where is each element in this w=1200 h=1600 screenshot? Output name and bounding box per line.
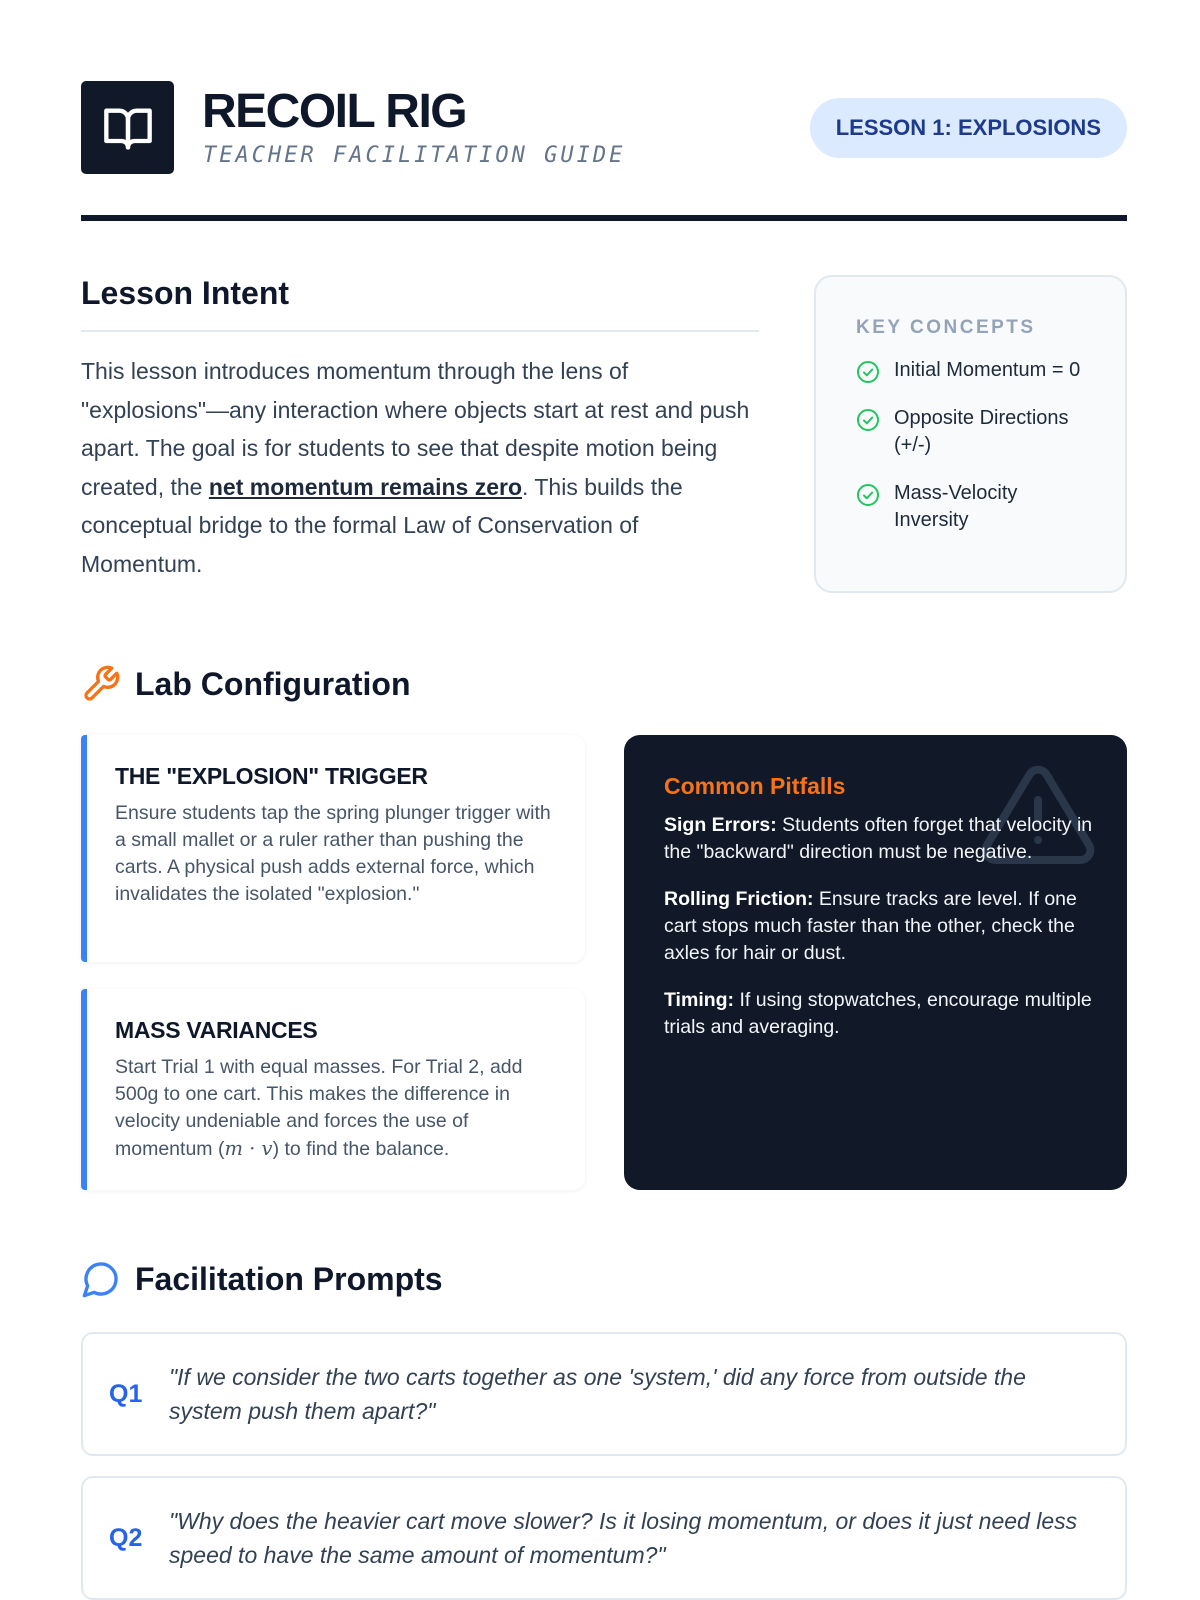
wrench-icon xyxy=(81,664,121,704)
pitfall-item xyxy=(664,886,1097,967)
lab-card-title: THE "EXPLOSION" TRIGGER xyxy=(115,763,428,789)
lesson-intent-text xyxy=(81,352,759,583)
pitfall-term: Sign Errors: xyxy=(664,814,777,836)
mass-body-start: Start Trial 1 with equal masses. For Trial 2, add 500g to one cart. This makes the difference in velocity undeniable and forces the use of momentum ( xyxy=(115,1056,523,1160)
pitfall-term: Rolling Friction: xyxy=(664,888,814,910)
concept-label: Initial Momentum = 0 xyxy=(894,359,1081,381)
check-circle-icon xyxy=(856,483,880,507)
speech-bubble-icon xyxy=(81,1259,121,1299)
header-divider xyxy=(81,215,1127,221)
prompt-card xyxy=(81,1332,1127,1456)
lesson-badge: LESSON 1: EXPLOSIONS xyxy=(810,98,1127,158)
key-concepts-panel xyxy=(814,275,1127,593)
lab-configuration-heading: Lab Configuration xyxy=(135,665,411,702)
concept-label: Mass-Velocity Inversity xyxy=(894,482,1018,531)
pitfall-item xyxy=(664,812,1097,866)
open-book-icon xyxy=(102,102,154,154)
check-circle-icon xyxy=(856,408,880,432)
lesson-intent-section xyxy=(81,275,759,583)
pitfalls-heading: Common Pitfalls xyxy=(664,773,846,799)
concept-item xyxy=(856,405,1095,459)
intent-emphasis: net momentum remains zero xyxy=(208,473,522,500)
lesson-intent-heading: Lesson Intent xyxy=(81,275,759,332)
prompt-text: "If we consider the two carts together as one 'system,' did any force from outside the system push them apart?" xyxy=(169,1364,1026,1424)
lab-card-body: Ensure students tap the spring plunger trigger with a small mallet or a ruler rather than pushing the carts. A physical push adds external force, which invalidates the isolated "explosion." xyxy=(115,802,551,905)
prompt-text: "Why does the heavier cart move slower? Is it losing momentum, or does it just need less speed to have the same amount of momentum?" xyxy=(169,1508,1078,1568)
concept-item xyxy=(856,480,1095,534)
pitfall-text: Students often forget that velocity in the "backward" direction must be negative. xyxy=(664,814,1093,863)
lab-configuration-heading-row xyxy=(81,664,411,704)
page-title: RECOIL RIG xyxy=(202,85,467,138)
pitfall-item xyxy=(664,987,1097,1041)
common-pitfalls-panel xyxy=(624,735,1127,1190)
page-subtitle: TEACHER FACILITATION GUIDE xyxy=(203,143,626,168)
prompt-number: Q2 xyxy=(109,1523,143,1552)
pitfall-text: Ensure tracks are level. If one cart stops much faster than the other, check the axles for hair or dust. xyxy=(664,888,1077,964)
page-header xyxy=(81,81,1127,175)
pitfall-term: Timing: xyxy=(664,989,735,1011)
pitfall-text: If using stopwatches, encourage multiple trials and averaging. xyxy=(664,989,1092,1038)
momentum-formula: m · v xyxy=(224,1137,273,1160)
lab-card-mass xyxy=(81,989,585,1190)
mass-body-end: ) to find the balance. xyxy=(272,1138,450,1160)
concept-item xyxy=(856,357,1095,384)
concept-label: Opposite Directions (+/-) xyxy=(894,407,1069,456)
prompt-number: Q1 xyxy=(109,1379,143,1408)
logo xyxy=(81,81,174,174)
facilitation-prompts-heading: Facilitation Prompts xyxy=(135,1260,443,1297)
key-concepts-heading: KEY CONCEPTS xyxy=(856,317,1036,338)
intent-text-end: . This builds the conceptual bridge to the formal Law of Conservation of Momentum. xyxy=(81,473,683,577)
facilitation-prompts-heading-row xyxy=(81,1259,443,1299)
lab-card-trigger xyxy=(81,735,585,962)
lab-card-body xyxy=(115,1054,559,1163)
lab-card-title: MASS VARIANCES xyxy=(115,1017,318,1043)
intent-text-start: This lesson introduces momentum through the lens of "explosions"—any interaction where objects start at rest and push apart. The goal is for students to see that despite motion being created, the xyxy=(81,358,750,500)
prompt-card xyxy=(81,1476,1127,1600)
check-circle-icon xyxy=(856,360,880,384)
